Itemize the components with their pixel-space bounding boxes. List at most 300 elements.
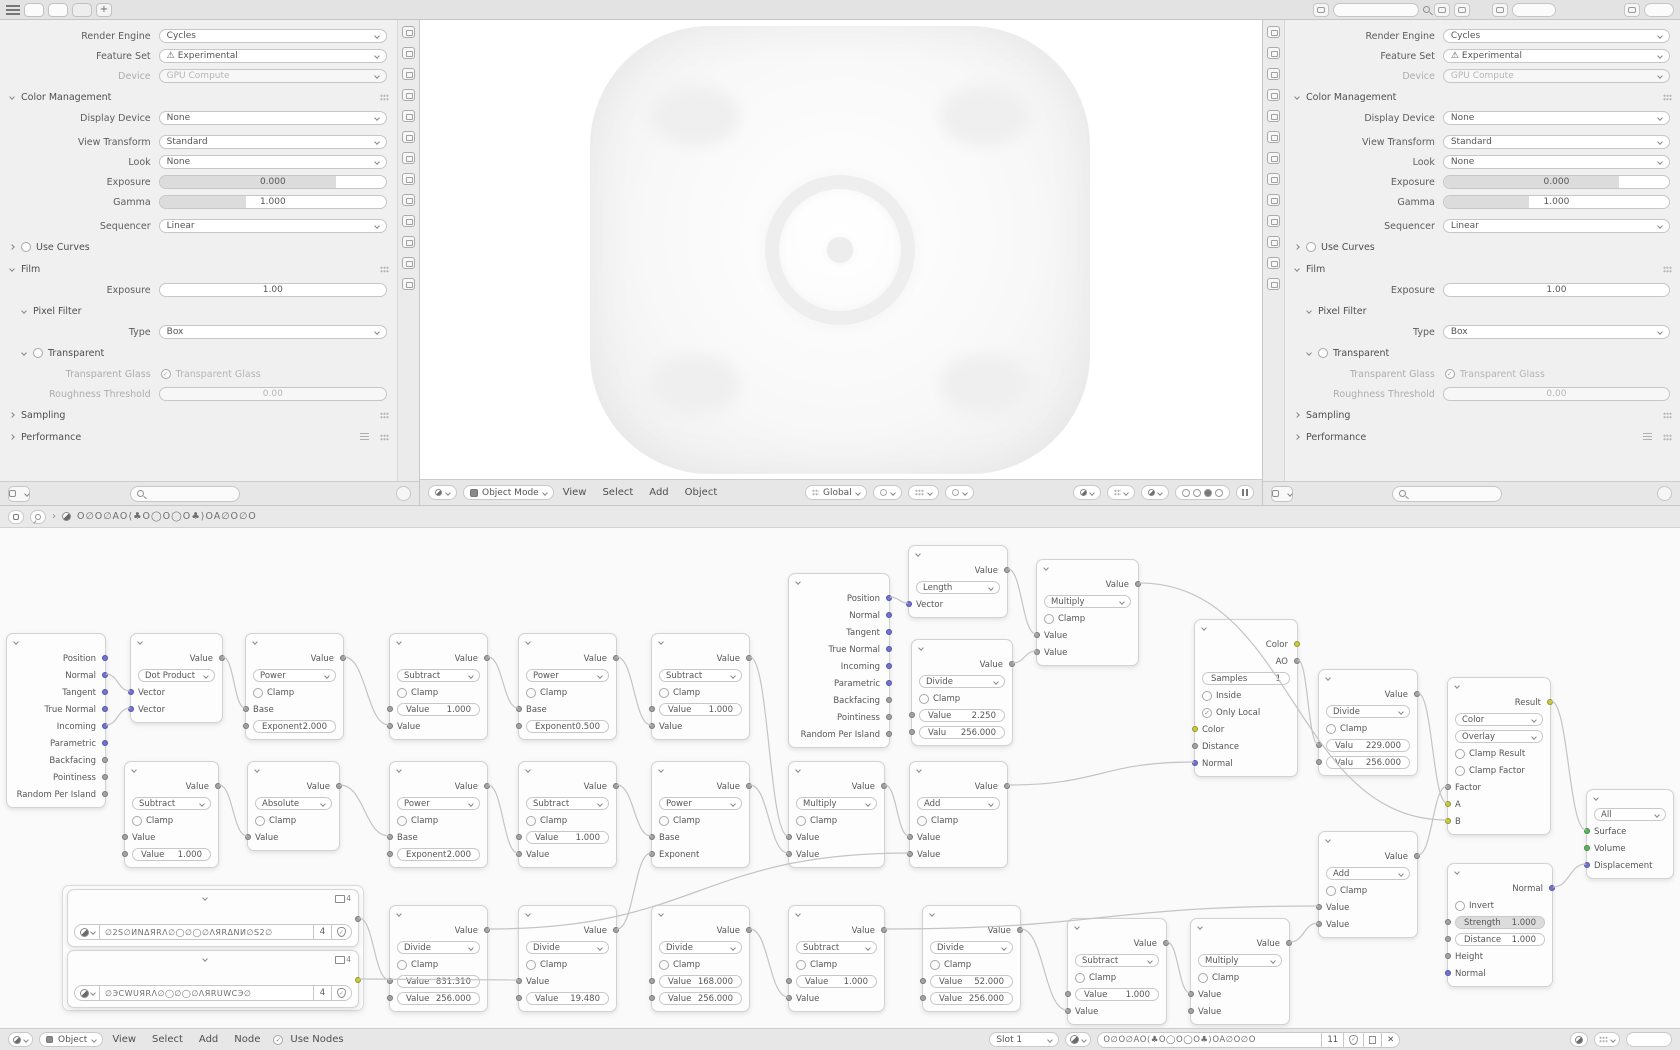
node-header[interactable] (789, 574, 889, 590)
node-value-field[interactable] (397, 975, 480, 988)
list-icon[interactable] (1643, 433, 1652, 441)
dropdown-feature-set[interactable] (1443, 49, 1670, 63)
properties-tab-icon[interactable] (1267, 257, 1280, 269)
node-value-field[interactable] (1455, 933, 1545, 946)
node-header[interactable] (909, 546, 1007, 562)
dropdown-view-transform[interactable] (159, 135, 387, 149)
drag-grip-icon[interactable] (380, 412, 389, 419)
dropdown-sequencer[interactable] (159, 219, 387, 233)
node-power[interactable] (389, 761, 488, 868)
section-film[interactable] (1285, 260, 1680, 278)
node-socket-out[interactable] (484, 927, 490, 933)
node-socket-in[interactable] (1584, 828, 1590, 834)
node-checkbox[interactable] (1455, 749, 1465, 759)
slot-dropdown[interactable]: Slot 1 (989, 1032, 1059, 1047)
node-socket-out[interactable] (102, 706, 108, 712)
node-socket-out[interactable] (886, 714, 892, 720)
section-transparent[interactable] (0, 344, 397, 362)
node-header[interactable] (1191, 919, 1289, 935)
snap-grid-button[interactable] (1594, 1032, 1620, 1047)
node-checkbox[interactable] (796, 816, 806, 826)
node-socket-out[interactable] (1294, 658, 1300, 664)
node-dropdown[interactable] (796, 941, 877, 954)
node-checkbox[interactable] (1455, 901, 1465, 911)
node-value-field[interactable] (1202, 672, 1290, 685)
editor-type-button[interactable] (8, 510, 24, 524)
fake-user-button[interactable] (332, 924, 352, 940)
node-value-field[interactable] (1455, 916, 1545, 929)
node-value-field[interactable] (659, 703, 742, 716)
node-subtract[interactable] (518, 761, 617, 868)
properties-tab-icon[interactable] (1267, 173, 1280, 185)
node-socket-out[interactable] (886, 680, 892, 686)
drag-grip-icon[interactable] (380, 266, 389, 273)
renderer-icon[interactable] (1624, 3, 1640, 17)
node-socket-out[interactable] (219, 655, 225, 661)
node-socket-in[interactable] (649, 723, 655, 729)
node-dropdown[interactable] (138, 669, 215, 682)
dropdown-device[interactable] (159, 69, 387, 83)
node-length[interactable] (908, 545, 1008, 618)
node-socket-in[interactable] (387, 706, 393, 712)
section-checkbox[interactable] (1306, 242, 1316, 252)
node-socket-out[interactable] (881, 927, 887, 933)
node-header[interactable] (1448, 678, 1550, 694)
node-socket-out[interactable] (340, 655, 346, 661)
node-power[interactable] (245, 633, 344, 740)
node-socket-in[interactable] (1316, 759, 1322, 765)
node-header[interactable] (1195, 620, 1297, 636)
node-dropdown[interactable] (659, 797, 742, 810)
search-input[interactable] (1392, 486, 1502, 502)
browse-material-button[interactable] (1065, 1032, 1091, 1047)
node-socket-in[interactable] (649, 851, 655, 857)
section-use-curves[interactable] (1285, 238, 1680, 256)
node-socket-in[interactable] (907, 834, 913, 840)
node-checkbox[interactable] (917, 816, 927, 826)
unlink-material-button[interactable]: ✕ (1382, 1032, 1400, 1048)
node-value-field[interactable] (659, 975, 742, 988)
node-socket-in[interactable] (909, 729, 915, 735)
node-socket-in[interactable] (1445, 953, 1451, 959)
new-scene-icon[interactable] (1434, 3, 1450, 17)
node-checkbox[interactable] (659, 960, 669, 970)
options-button[interactable] (396, 486, 411, 501)
slider-gamma[interactable] (1443, 195, 1670, 209)
node-socket-in[interactable] (786, 995, 792, 1001)
node-socket-in[interactable] (128, 689, 134, 695)
node-header[interactable] (125, 762, 218, 778)
proportional-edit-dropdown[interactable] (945, 485, 974, 500)
node-dot-product[interactable] (130, 633, 223, 723)
view-layer-input[interactable] (1512, 3, 1556, 17)
properties-tab-icon[interactable] (402, 236, 415, 248)
node-header[interactable] (248, 762, 339, 778)
node-checkbox[interactable] (659, 688, 669, 698)
slider-roughness-threshold[interactable] (1443, 387, 1670, 401)
node-socket-out[interactable] (613, 655, 619, 661)
node-socket-out[interactable] (746, 655, 752, 661)
node-socket-out[interactable] (102, 655, 108, 661)
properties-tab-icon[interactable] (1267, 215, 1280, 227)
node-socket-in[interactable] (1034, 632, 1040, 638)
node-socket-in[interactable] (387, 995, 393, 1001)
properties-tab-icon[interactable] (402, 215, 415, 227)
options-button[interactable] (1657, 486, 1672, 501)
node-subtract[interactable] (1067, 918, 1167, 1025)
slider-exposure[interactable] (159, 175, 387, 189)
node-socket-out[interactable] (102, 672, 108, 678)
browse-image-button[interactable] (74, 985, 100, 1001)
node-socket-out[interactable] (1009, 661, 1015, 667)
node-value-field[interactable] (796, 975, 877, 988)
node-socket-in[interactable] (909, 712, 915, 718)
node-checkbox[interactable] (397, 816, 407, 826)
node-socket-out[interactable] (886, 629, 892, 635)
node-socket-in[interactable] (387, 723, 393, 729)
node-checkbox[interactable] (1326, 724, 1336, 734)
node-socket-in[interactable] (1065, 991, 1071, 997)
properties-tab-icon[interactable] (402, 152, 415, 164)
slider-roughness-threshold[interactable] (159, 387, 387, 401)
node-header[interactable] (131, 634, 222, 650)
node-header[interactable] (68, 951, 358, 967)
editor-type-button[interactable] (8, 1032, 33, 1047)
node-socket-out[interactable] (886, 731, 892, 737)
node-checkbox[interactable] (1044, 614, 1054, 624)
node-absolute[interactable] (247, 761, 340, 851)
node-socket-in[interactable] (1188, 991, 1194, 997)
node-header[interactable] (1068, 919, 1166, 935)
section-sampling[interactable] (1285, 406, 1680, 424)
node-dropdown[interactable] (659, 669, 742, 682)
drag-grip-icon[interactable] (380, 94, 389, 101)
menu-add[interactable]: Add (649, 487, 669, 498)
node-socket-in[interactable] (1192, 760, 1198, 766)
drag-grip-icon[interactable] (380, 434, 389, 441)
node-socket-out[interactable] (336, 783, 342, 789)
node-checkbox[interactable] (1075, 973, 1085, 983)
properties-tab-icon[interactable] (402, 89, 415, 101)
section-performance[interactable] (1285, 428, 1680, 446)
node-header[interactable] (910, 762, 1007, 778)
node-subtract[interactable] (651, 633, 750, 740)
properties-tab-icon[interactable] (402, 278, 415, 290)
node-checkbox[interactable] (1198, 973, 1208, 983)
section-checkbox[interactable] (1318, 348, 1328, 358)
node-socket-in[interactable] (786, 834, 792, 840)
section-checkbox[interactable] (21, 242, 31, 252)
node-dropdown[interactable] (526, 669, 609, 682)
node-header[interactable] (390, 762, 487, 778)
scene-name-input[interactable] (1333, 3, 1419, 17)
node-multiply[interactable] (1190, 918, 1290, 1025)
dropdown-display-device[interactable] (1443, 111, 1670, 125)
node-checkbox[interactable] (919, 694, 929, 704)
node-divide[interactable] (389, 905, 488, 1012)
node-socket-in[interactable] (1188, 1008, 1194, 1014)
node-add[interactable] (909, 761, 1008, 868)
drag-grip-icon[interactable] (1663, 94, 1672, 101)
properties-tab-icon[interactable] (402, 68, 415, 80)
workspace-tab[interactable] (48, 3, 68, 17)
editor-type-button[interactable] (428, 485, 457, 500)
node-mo[interactable] (1586, 789, 1674, 879)
node-header[interactable] (652, 762, 749, 778)
node-checkbox[interactable] (1202, 691, 1212, 701)
node-checkbox[interactable]: ✓ (1202, 708, 1212, 718)
node-socket-out[interactable] (1135, 581, 1141, 587)
transform-orientation-dropdown[interactable]: Global (805, 485, 867, 500)
properties-tab-icon[interactable] (402, 173, 415, 185)
node-socket-in[interactable] (1034, 649, 1040, 655)
slider-exposure[interactable] (159, 283, 387, 297)
node-value-field[interactable] (132, 848, 211, 861)
properties-tab-icon[interactable] (402, 131, 415, 143)
fake-user-button[interactable] (332, 985, 352, 1001)
node-header[interactable] (1448, 864, 1552, 880)
editor-type-icon[interactable] (1271, 486, 1293, 502)
node-socket-out[interactable] (215, 783, 221, 789)
node-socket-out[interactable] (1286, 940, 1292, 946)
node-checkbox[interactable] (397, 688, 407, 698)
node-value-field[interactable] (919, 726, 1005, 739)
dropdown-type[interactable] (1443, 325, 1670, 339)
node-header[interactable] (519, 762, 616, 778)
node-dropdown[interactable] (1326, 705, 1410, 718)
section-pixel-filter[interactable] (1285, 302, 1680, 320)
node-socket-out[interactable] (1017, 927, 1023, 933)
menu-view[interactable]: View (112, 1034, 137, 1045)
node-image-1[interactable] (67, 889, 359, 947)
node-socket-out[interactable] (102, 740, 108, 746)
node-divide[interactable] (518, 905, 617, 1012)
node-dropdown[interactable] (796, 797, 877, 810)
properties-tab-icon[interactable] (402, 47, 415, 59)
section-use-curves[interactable] (0, 238, 397, 256)
node-socket-in[interactable] (1445, 818, 1451, 824)
node-socket-out[interactable] (746, 783, 752, 789)
node-socket-out[interactable] (1163, 940, 1169, 946)
properties-tab-icon[interactable] (402, 110, 415, 122)
node-header[interactable] (789, 906, 884, 922)
node-socket-out[interactable] (613, 783, 619, 789)
node-value-field[interactable] (930, 992, 1013, 1005)
node-checkbox[interactable] (397, 960, 407, 970)
dropdown-feature-set[interactable] (159, 49, 387, 63)
properties-tab-icon[interactable] (1267, 131, 1280, 143)
node-checkbox[interactable] (255, 816, 265, 826)
node-dropdown[interactable] (255, 797, 332, 810)
browse-image-button[interactable] (74, 924, 100, 940)
node-socket-in[interactable] (1192, 726, 1198, 732)
node-socket-out[interactable] (886, 595, 892, 601)
node-header[interactable] (519, 906, 616, 922)
node-socket-out[interactable] (886, 646, 892, 652)
section-color-management[interactable] (0, 88, 397, 106)
node-dropdown[interactable] (526, 941, 609, 954)
node-add[interactable] (1318, 831, 1418, 938)
dropdown-look[interactable] (1443, 155, 1670, 169)
node-image-2[interactable] (67, 950, 359, 1008)
image-users-count[interactable]: 4 (314, 924, 332, 940)
node-socket-in[interactable] (516, 978, 522, 984)
menu-view[interactable]: View (562, 487, 587, 498)
node-socket-in[interactable] (649, 978, 655, 984)
node-socket-in[interactable] (243, 723, 249, 729)
properties-tab-icon[interactable] (1267, 47, 1280, 59)
shader-context-dropdown[interactable]: Object (39, 1032, 103, 1047)
node-socket-out[interactable] (746, 927, 752, 933)
menu-object[interactable]: Object (684, 487, 718, 498)
node-socket-in[interactable] (1584, 862, 1590, 868)
pause-button[interactable] (1236, 485, 1254, 500)
node-color[interactable] (1447, 677, 1551, 835)
node-socket-in[interactable] (1445, 919, 1451, 925)
node-socket-out[interactable] (1414, 853, 1420, 859)
node-socket-in[interactable] (516, 851, 522, 857)
gizmo-dropdown[interactable] (1073, 485, 1101, 500)
node-dropdown[interactable] (397, 941, 480, 954)
node-socket-out[interactable] (102, 723, 108, 729)
node-dropdown[interactable] (397, 797, 480, 810)
node-header[interactable] (789, 762, 884, 778)
viewport-3d[interactable] (420, 20, 1262, 505)
node-dropdown[interactable] (132, 797, 211, 810)
node-divide[interactable] (911, 639, 1013, 746)
material-name-field[interactable]: O∅O∅AO⟨♣O◯O◯O♣⟩OA∅O∅O (1097, 1032, 1322, 1048)
node-subtract[interactable] (389, 633, 488, 740)
node-header[interactable] (652, 634, 749, 650)
node-dropdown[interactable] (1044, 595, 1131, 608)
properties-tab-icon[interactable] (1267, 89, 1280, 101)
node-g1[interactable] (6, 633, 106, 808)
node-checkbox[interactable] (253, 688, 263, 698)
image-users-count[interactable]: 4 (314, 985, 332, 1001)
node-header[interactable] (519, 634, 616, 650)
node-dropdown[interactable] (1198, 954, 1282, 967)
drag-grip-icon[interactable] (1663, 412, 1672, 419)
node-checkbox[interactable] (930, 960, 940, 970)
menu-select[interactable]: Select (602, 487, 634, 498)
node-socket-in[interactable] (122, 851, 128, 857)
node-socket-in[interactable] (516, 723, 522, 729)
node-value-field[interactable] (253, 720, 336, 733)
mode-dropdown[interactable]: Object Mode (463, 485, 554, 500)
node-dropdown[interactable] (919, 675, 1005, 688)
node-socket-out[interactable] (102, 791, 108, 797)
node-divide[interactable] (651, 905, 750, 1012)
node-dropdown[interactable] (526, 797, 609, 810)
node-checkbox[interactable] (132, 816, 142, 826)
editor-type-icon[interactable] (8, 486, 30, 502)
node-value-field[interactable] (397, 848, 480, 861)
menu-add[interactable]: Add (198, 1034, 219, 1045)
renderer-input[interactable] (1644, 3, 1674, 17)
node-header[interactable] (390, 634, 487, 650)
overlays-dropdown[interactable] (1107, 485, 1135, 500)
properties-tab-icon[interactable] (402, 257, 415, 269)
node-power[interactable] (518, 633, 617, 740)
world-toggle-button[interactable] (1570, 1032, 1588, 1047)
node-socket-out[interactable] (102, 774, 108, 780)
node-g2[interactable] (788, 573, 890, 748)
node-socket-in[interactable] (1316, 921, 1322, 927)
node-header[interactable] (246, 634, 343, 650)
node-value-field[interactable] (1075, 988, 1159, 1001)
node-socket-in[interactable] (387, 851, 393, 857)
node-dropdown[interactable] (397, 669, 480, 682)
node-canvas[interactable] (0, 528, 1680, 1029)
node-header[interactable] (390, 906, 487, 922)
xray-dropdown[interactable] (1141, 485, 1169, 500)
shading-mode-buttons[interactable] (1175, 485, 1230, 500)
node-subtract[interactable] (124, 761, 219, 868)
properties-tab-icon[interactable] (1267, 110, 1280, 122)
node-value-field[interactable] (1326, 739, 1410, 752)
node-socket-in[interactable] (786, 851, 792, 857)
properties-tab-icon[interactable] (1267, 68, 1280, 80)
slider-exposure[interactable] (1443, 283, 1670, 297)
node-socket-in[interactable] (906, 601, 912, 607)
node-bp[interactable] (1447, 863, 1553, 987)
node-multiply[interactable] (1036, 559, 1139, 666)
node-dropdown[interactable] (1075, 954, 1159, 967)
node-socket-in[interactable] (128, 706, 134, 712)
node-header[interactable] (7, 634, 105, 650)
node-dropdown[interactable] (1455, 730, 1543, 743)
snap-target-dropdown[interactable] (908, 485, 939, 500)
image-name-field[interactable]: ∅ЭCWUЯRΛ∅◯∅◯∅ΛЯRUWCЭ∅ (100, 985, 314, 1001)
node-dropdown[interactable] (916, 581, 1000, 594)
dropdown-type[interactable] (159, 325, 387, 339)
pin-button[interactable] (30, 510, 46, 524)
node-checkbox[interactable] (526, 816, 536, 826)
node-value-field[interactable] (397, 992, 480, 1005)
image-name-field[interactable]: ∅2S∅ИNΔЯRΛ∅◯∅◯∅ΛЯRΔNИ∅S2∅ (100, 924, 314, 940)
section-sampling[interactable] (0, 406, 397, 424)
node-value-field[interactable] (397, 703, 480, 716)
node-socket-out[interactable] (1004, 567, 1010, 573)
dropdown-display-device[interactable] (159, 111, 387, 125)
properties-tab-icon[interactable] (1267, 26, 1280, 38)
use-nodes-toggle[interactable]: ✓ Use Nodes (273, 1034, 346, 1045)
node-socket-out[interactable] (484, 783, 490, 789)
node-socket-in[interactable] (1584, 845, 1590, 851)
node-dropdown[interactable] (1326, 867, 1410, 880)
drag-grip-icon[interactable] (1663, 434, 1672, 441)
node-divide[interactable] (922, 905, 1021, 1012)
node-socket-in[interactable] (1316, 904, 1322, 910)
node-socket-in[interactable] (1445, 801, 1451, 807)
node-value-field[interactable] (1326, 756, 1410, 769)
copy-icon[interactable] (1454, 3, 1470, 17)
node-dropdown[interactable] (253, 669, 336, 682)
node-socket-in[interactable] (243, 706, 249, 712)
section-performance[interactable] (0, 428, 397, 446)
node-checkbox[interactable] (526, 688, 536, 698)
node-header[interactable] (1319, 670, 1417, 686)
node-socket-in[interactable] (1316, 742, 1322, 748)
extra-options-pill[interactable] (1626, 1032, 1672, 1047)
workspace-tab[interactable] (24, 3, 44, 17)
search-input[interactable] (130, 486, 240, 502)
list-icon[interactable] (360, 433, 369, 441)
properties-tab-icon[interactable] (402, 26, 415, 38)
section-checkbox[interactable] (33, 348, 43, 358)
node-value-field[interactable] (930, 975, 1013, 988)
node-socket-in[interactable] (1445, 970, 1451, 976)
